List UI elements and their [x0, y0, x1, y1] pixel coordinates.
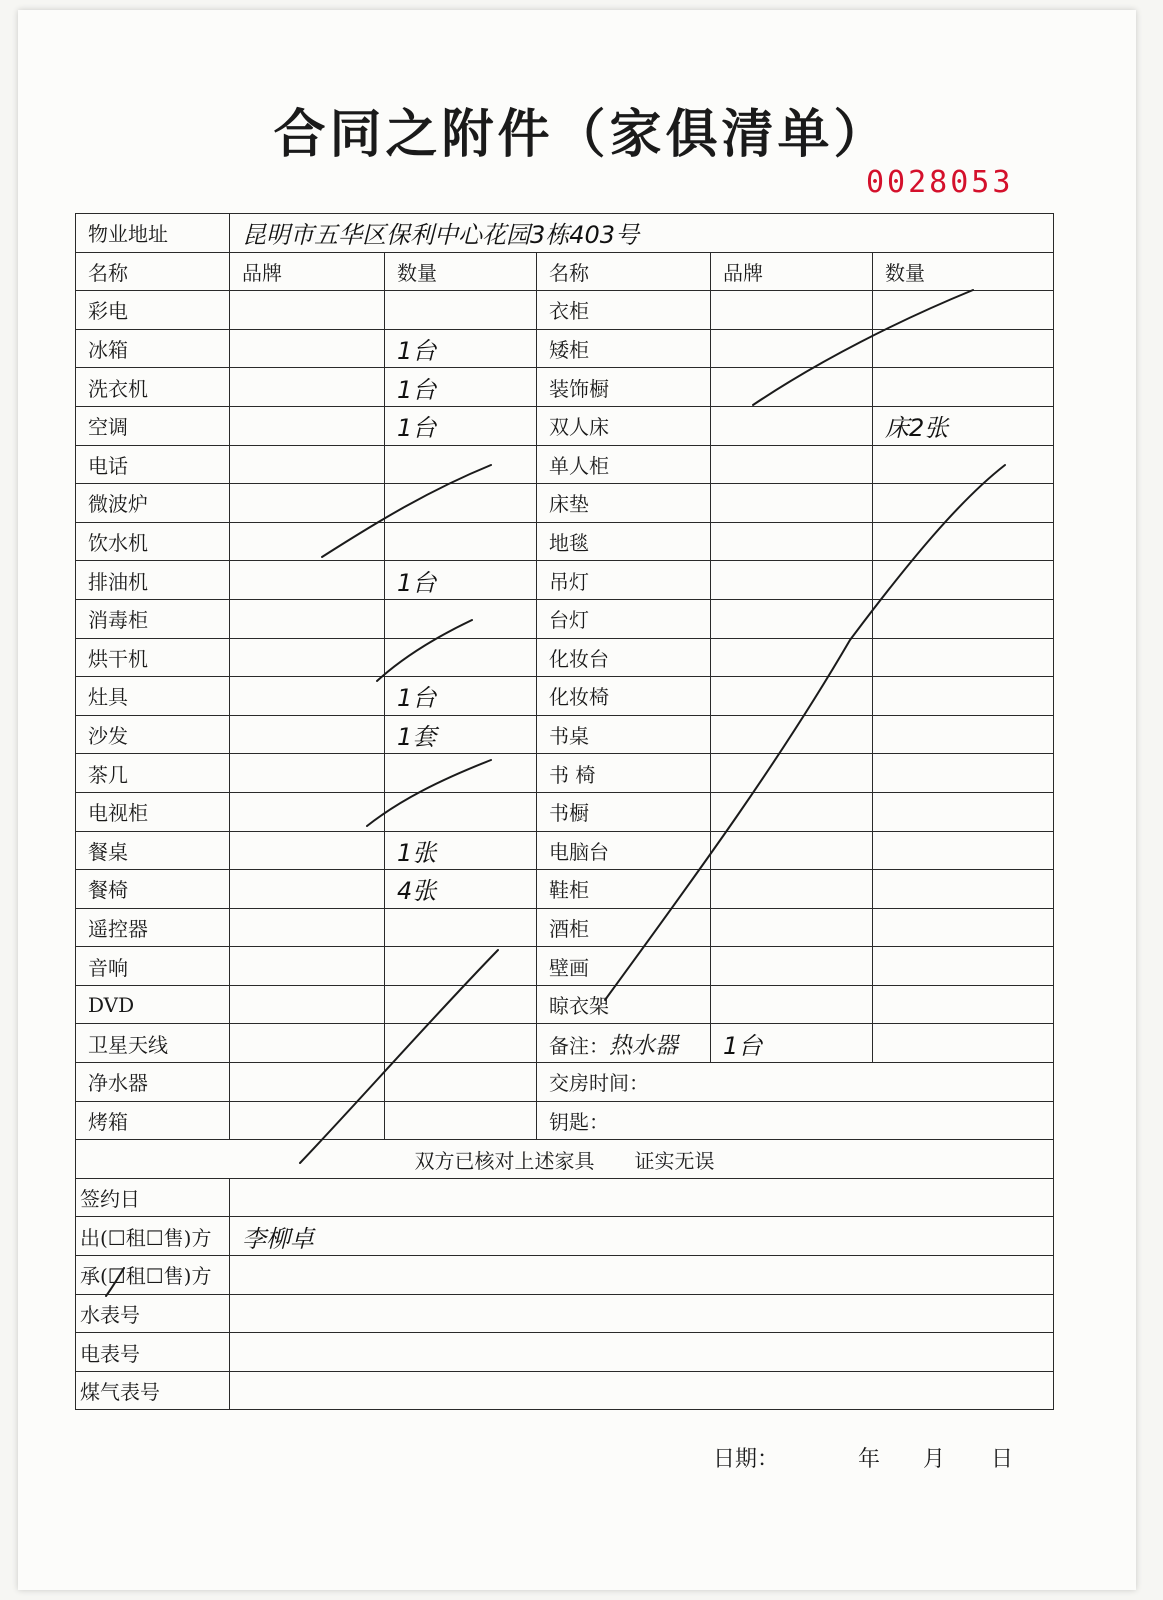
table-row: [76, 677, 1054, 716]
table-row: [76, 445, 1054, 484]
item-brand-right: [711, 522, 873, 561]
item-qty-right: [873, 792, 1054, 831]
item-qty-right: [873, 870, 1054, 909]
item-name-left: 餐椅: [76, 870, 230, 909]
item-brand-left: [230, 985, 385, 1024]
item-brand-right: [711, 715, 873, 754]
item-name-right: 晾衣架: [537, 985, 711, 1024]
item-brand-left: [230, 484, 385, 523]
item-brand-left: [230, 870, 385, 909]
item-qty-left: [385, 599, 537, 638]
item-name-left: 遥控器: [76, 908, 230, 947]
sign-row-value: [230, 1178, 1054, 1217]
item-name-left: 茶几: [76, 754, 230, 793]
table-row: [76, 947, 1054, 986]
item-qty-right: [873, 985, 1054, 1024]
item-qty-left: [385, 754, 537, 793]
item-qty-left: [385, 947, 537, 986]
item-brand-left: [230, 1063, 385, 1102]
item-qty-left: [385, 484, 537, 523]
item-name-right: 吊灯: [537, 561, 711, 600]
item-brand-right: [711, 870, 873, 909]
item-brand-left: [230, 1024, 385, 1063]
item-name-right: 酒柜: [537, 908, 711, 947]
item-name-right: 鞋柜: [537, 870, 711, 909]
sign-row: [76, 1371, 1054, 1410]
item-qty-right: [873, 677, 1054, 716]
sign-row-value: [230, 1294, 1054, 1333]
footer-date-label: 日期：: [713, 1447, 780, 1472]
table-row: [76, 561, 1054, 600]
item-qty-left: 1台: [385, 368, 537, 407]
item-brand-left: [230, 831, 385, 870]
item-name-right: 地毯: [537, 522, 711, 561]
header-qty-right: 数量: [873, 252, 1054, 291]
item-name-left: 冰箱: [76, 329, 230, 368]
item-qty-left: 1张: [385, 831, 537, 870]
item-brand-left: [230, 754, 385, 793]
keys-label: 钥匙：: [537, 1101, 1054, 1140]
item-brand-right: [711, 368, 873, 407]
sign-row-value: [230, 1256, 1054, 1295]
item-brand-left: [230, 599, 385, 638]
item-brand-left: [230, 368, 385, 407]
item-qty-left: [385, 1101, 537, 1140]
item-qty-right: 床2张: [873, 406, 1054, 445]
address-value: 昆明市五华区保利中心花园3栋403号: [230, 214, 1054, 253]
item-name-right: 双人床: [537, 406, 711, 445]
item-brand-right: [711, 445, 873, 484]
item-brand-right: [711, 484, 873, 523]
sign-row: [76, 1217, 1054, 1256]
item-qty-left: 1台: [385, 677, 537, 716]
item-name-right: 书桌: [537, 715, 711, 754]
item-qty-left: [385, 291, 537, 330]
table-row: [76, 406, 1054, 445]
sign-row-value: [230, 1333, 1054, 1372]
item-name-right: 化妆椅: [537, 677, 711, 716]
item-name-left: 卫星天线: [76, 1024, 230, 1063]
item-name-left: 沙发: [76, 715, 230, 754]
item-brand-right: [711, 985, 873, 1024]
item-brand-right: [711, 599, 873, 638]
item-qty-right: [873, 1024, 1054, 1063]
item-brand-right: [711, 329, 873, 368]
sign-row-label: 承(☐租☐售)方: [76, 1256, 230, 1295]
item-name-right: 台灯: [537, 599, 711, 638]
table-row: [76, 985, 1054, 1024]
address-row: [76, 214, 1054, 253]
item-qty-left: [385, 1063, 537, 1102]
item-brand-left: [230, 677, 385, 716]
item-qty-left: [385, 522, 537, 561]
table-row: [76, 522, 1054, 561]
item-name-left: 排油机: [76, 561, 230, 600]
item-qty-right: [873, 329, 1054, 368]
item-name-right: 装饰橱: [537, 368, 711, 407]
sign-row-value: 李柳卓: [230, 1217, 1054, 1256]
item-name-left: 烘干机: [76, 638, 230, 677]
item-qty-left: [385, 1024, 537, 1063]
item-name-left: 电视柜: [76, 792, 230, 831]
item-brand-right: [711, 792, 873, 831]
item-qty-left: [385, 638, 537, 677]
item-brand-left: [230, 445, 385, 484]
item-brand-right: [711, 831, 873, 870]
item-name-left: 净水器: [76, 1063, 230, 1102]
sign-row: [76, 1256, 1054, 1295]
address-label: 物业地址: [76, 214, 230, 253]
item-name-right: 化妆台: [537, 638, 711, 677]
table-row: [76, 329, 1054, 368]
item-qty-left: 1台: [385, 561, 537, 600]
item-brand-left: [230, 908, 385, 947]
header-name-left: 名称: [76, 252, 230, 291]
item-name-left: 彩电: [76, 291, 230, 330]
item-brand-left: [230, 329, 385, 368]
remark-value: 热水器: [609, 1032, 678, 1059]
item-brand-right: [711, 908, 873, 947]
table-row: [76, 831, 1054, 870]
item-qty-right: [873, 638, 1054, 677]
item-brand-right: [711, 406, 873, 445]
table-row: [76, 870, 1054, 909]
item-qty-left: [385, 908, 537, 947]
furniture-list-table: [75, 213, 1054, 1410]
item-name-left: 烤箱: [76, 1101, 230, 1140]
item-name-left: 灶具: [76, 677, 230, 716]
item-name-left: 洗衣机: [76, 368, 230, 407]
item-qty-right: [873, 522, 1054, 561]
item-brand-left: [230, 715, 385, 754]
item-brand-right: [711, 638, 873, 677]
item-name-left: 餐桌: [76, 831, 230, 870]
item-qty-right: [873, 715, 1054, 754]
item-qty-right: [873, 754, 1054, 793]
sign-row-label: 电表号: [76, 1333, 230, 1372]
item-name-right: 床垫: [537, 484, 711, 523]
header-qty-left: 数量: [385, 252, 537, 291]
item-name-right: 衣柜: [537, 291, 711, 330]
header-brand-right: 品牌: [711, 252, 873, 291]
item-qty-left: 4张: [385, 870, 537, 909]
item-brand-left: [230, 1101, 385, 1140]
sign-row: [76, 1178, 1054, 1217]
table-row: [76, 908, 1054, 947]
item-name-right: 矮柜: [537, 329, 711, 368]
sign-row-value: [230, 1371, 1054, 1410]
sign-row-label: 水表号: [76, 1294, 230, 1333]
item-name-left: DVD: [76, 985, 230, 1024]
item-qty-right: [873, 908, 1054, 947]
sign-row-label: 煤气表号: [76, 1371, 230, 1410]
document-title: 合同之附件（家俱清单）: [273, 105, 890, 165]
item-name-left: 电话: [76, 445, 230, 484]
item-qty-left: [385, 445, 537, 484]
item-qty-left: [385, 792, 537, 831]
confirm-row: [76, 1140, 1054, 1179]
item-name-right: 单人柜: [537, 445, 711, 484]
table-row: [76, 291, 1054, 330]
footer-month: 月: [923, 1447, 946, 1472]
item-brand-left: [230, 947, 385, 986]
handover-time-label: 交房时间：: [537, 1063, 1054, 1102]
sign-row: [76, 1333, 1054, 1372]
item-qty-right: [873, 445, 1054, 484]
sign-row-label: 出(☐租☐售)方: [76, 1217, 230, 1256]
header-row: [76, 252, 1054, 291]
table-row: [76, 599, 1054, 638]
sign-row-label: 签约日: [76, 1178, 230, 1217]
item-qty-left: [385, 985, 537, 1024]
item-name-right: 书橱: [537, 792, 711, 831]
item-brand-left: [230, 792, 385, 831]
item-brand-left: [230, 638, 385, 677]
table-row: [76, 715, 1054, 754]
remark-qty: 1台: [711, 1024, 873, 1063]
item-qty-right: [873, 484, 1054, 523]
item-brand-left: [230, 291, 385, 330]
item-name-right: 电脑台: [537, 831, 711, 870]
remark-label: 备注：: [549, 1033, 609, 1058]
item-qty-right: [873, 947, 1054, 986]
table-row: [76, 792, 1054, 831]
item-name-left: 空调: [76, 406, 230, 445]
item-qty-left: 1台: [385, 406, 537, 445]
serial-number: 0028053: [866, 165, 1014, 200]
table-row: [76, 638, 1054, 677]
item-brand-left: [230, 406, 385, 445]
item-name-left: 饮水机: [76, 522, 230, 561]
confirm-text: 双方已核对上述家具 证实无误: [76, 1140, 1054, 1179]
item-qty-left: 1套: [385, 715, 537, 754]
item-qty-right: [873, 368, 1054, 407]
footer-day: 日: [991, 1447, 1014, 1472]
item-brand-left: [230, 561, 385, 600]
sign-row: [76, 1294, 1054, 1333]
table-row: [76, 484, 1054, 523]
key-row: [76, 1101, 1054, 1140]
item-brand-right: [711, 677, 873, 716]
handover-row: [76, 1063, 1054, 1102]
footer-year: 年: [858, 1447, 881, 1472]
item-qty-right: [873, 561, 1054, 600]
item-qty-left: 1台: [385, 329, 537, 368]
table-row: [76, 754, 1054, 793]
item-name-left: 音响: [76, 947, 230, 986]
item-qty-right: [873, 291, 1054, 330]
item-brand-left: [230, 522, 385, 561]
item-brand-right: [711, 291, 873, 330]
item-brand-right: [711, 947, 873, 986]
item-name-right: 壁画: [537, 947, 711, 986]
item-qty-right: [873, 831, 1054, 870]
header-brand-left: 品牌: [230, 252, 385, 291]
item-qty-right: [873, 599, 1054, 638]
item-name-left: 微波炉: [76, 484, 230, 523]
item-name-left: 消毒柜: [76, 599, 230, 638]
remark-row: [76, 1024, 1054, 1063]
item-brand-right: [711, 754, 873, 793]
item-brand-right: [711, 561, 873, 600]
item-name-right: 书 椅: [537, 754, 711, 793]
remark-cell: [537, 1024, 711, 1063]
header-name-right: 名称: [537, 252, 711, 291]
table-row: [76, 368, 1054, 407]
